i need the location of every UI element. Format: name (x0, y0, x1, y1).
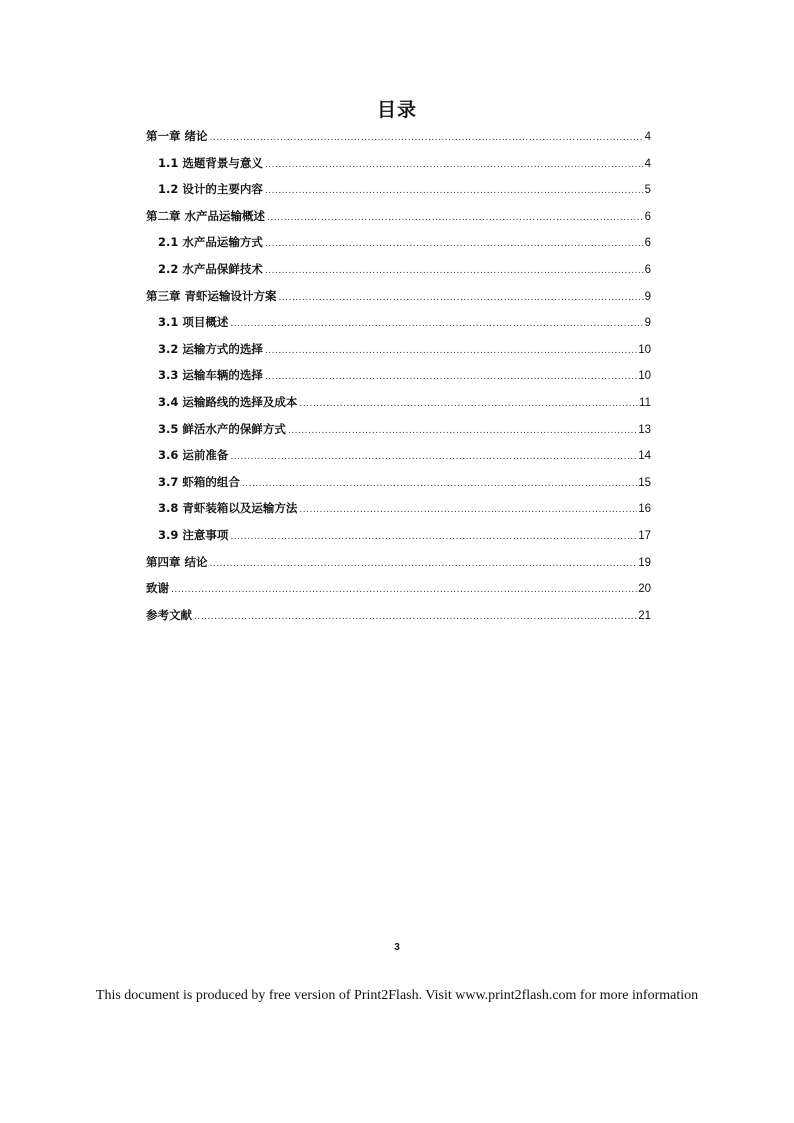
toc-entry-label: 参考文献 (146, 607, 192, 622)
toc-leader-dots (267, 213, 644, 223)
toc-leader-dots (210, 133, 644, 143)
toc-entry-label: 3.6 运前准备 (158, 448, 229, 463)
toc-entry[interactable] (146, 527, 651, 554)
toc-entry-label: 3.7 虾箱的组合 (158, 474, 240, 489)
toc-entry-label: 2.2 水产品保鲜技术 (158, 261, 263, 276)
table-of-contents (146, 128, 651, 633)
toc-entry[interactable] (146, 367, 651, 394)
toc-entry-label: 3.5 鲜活水产的保鲜方式 (158, 421, 286, 436)
toc-leader-dots (230, 532, 637, 542)
toc-leader-dots (299, 399, 638, 409)
toc-entry[interactable] (146, 500, 651, 527)
toc-entry-label: 致谢 (146, 581, 169, 596)
toc-entry-page: 5 (644, 184, 651, 197)
toc-leader-dots (265, 239, 644, 249)
toc-entry-label: 3.9 注意事项 (158, 527, 229, 542)
toc-leader-dots (230, 452, 637, 462)
toc-entry-page: 6 (644, 237, 651, 250)
toc-entry[interactable] (146, 314, 651, 341)
toc-entry-page: 16 (638, 503, 651, 516)
toc-entry-label: 第一章 绪论 (146, 129, 208, 143)
toc-entry[interactable] (146, 474, 651, 501)
toc-entry-page: 20 (638, 583, 651, 596)
toc-leader-dots (265, 266, 644, 276)
toc-entry-label: 第三章 青虾运输设计方案 (146, 288, 277, 303)
toc-entry-page: 6 (644, 263, 651, 276)
toc-entry[interactable] (146, 261, 651, 288)
toc-entry-label: 第二章 水产品运输概述 (146, 208, 266, 223)
toc-entry-label: 3.4 运输路线的选择及成本 (158, 394, 298, 409)
toc-entry-page: 10 (638, 370, 651, 383)
toc-entry-page: 10 (638, 343, 651, 356)
toc-entry[interactable] (146, 208, 651, 235)
toc-entry-page: 4 (644, 131, 651, 143)
footer-note: This document is produced by free version of Print2Flash. Visit www.print2flash.com for more information (95, 988, 699, 1003)
toc-entry[interactable] (146, 394, 651, 421)
toc-entry-page: 9 (644, 317, 651, 330)
toc-leader-dots (171, 585, 637, 595)
toc-entry[interactable] (146, 234, 651, 261)
toc-entry[interactable] (146, 288, 651, 315)
toc-entry[interactable] (146, 181, 651, 208)
toc-entry-page: 17 (638, 529, 651, 542)
toc-leader-dots (299, 505, 637, 515)
toc-entry[interactable] (146, 341, 651, 368)
toc-entry-page: 13 (638, 423, 651, 436)
toc-entry[interactable] (146, 128, 651, 155)
toc-leader-dots (279, 293, 644, 303)
toc-leader-dots (242, 479, 637, 489)
toc-leader-dots (265, 160, 644, 170)
toc-entry-label: 3.1 项目概述 (158, 315, 229, 330)
toc-entry-label: 1.2 设计的主要内容 (158, 182, 263, 197)
toc-leader-dots (210, 559, 638, 569)
toc-entry[interactable] (146, 607, 651, 634)
toc-entry-label: 第四章 结论 (146, 554, 208, 569)
toc-leader-dots (230, 319, 643, 329)
toc-entry-page: 9 (644, 290, 651, 303)
toc-leader-dots (288, 426, 637, 436)
toc-entry[interactable] (146, 421, 651, 448)
toc-entry-label: 3.3 运输车辆的选择 (158, 368, 263, 383)
toc-entry-page: 14 (638, 450, 651, 463)
page-number: 3 (394, 942, 400, 953)
toc-entry-page: 15 (638, 476, 651, 489)
toc-leader-dots (194, 612, 637, 622)
toc-entry[interactable] (146, 554, 651, 581)
toc-leader-dots (265, 346, 637, 356)
toc-entry-page: 21 (638, 609, 651, 622)
toc-entry-label: 3.2 运输方式的选择 (158, 341, 263, 356)
toc-leader-dots (265, 372, 637, 382)
toc-entry-page: 6 (644, 210, 651, 223)
toc-entry-label: 2.1 水产品运输方式 (158, 235, 263, 250)
toc-entry[interactable] (146, 580, 651, 607)
toc-entry-label: 1.1 选题背景与意义 (158, 155, 263, 170)
toc-leader-dots (265, 186, 644, 196)
toc-entry[interactable] (146, 447, 651, 474)
toc-entry-label: 3.8 青虾装箱以及运输方法 (158, 501, 298, 516)
toc-entry-page: 19 (638, 556, 651, 569)
toc-entry-page: 11 (639, 396, 651, 409)
toc-entry[interactable] (146, 155, 651, 182)
toc-entry-page: 4 (644, 157, 651, 170)
page-title: 目录 (376, 99, 417, 121)
